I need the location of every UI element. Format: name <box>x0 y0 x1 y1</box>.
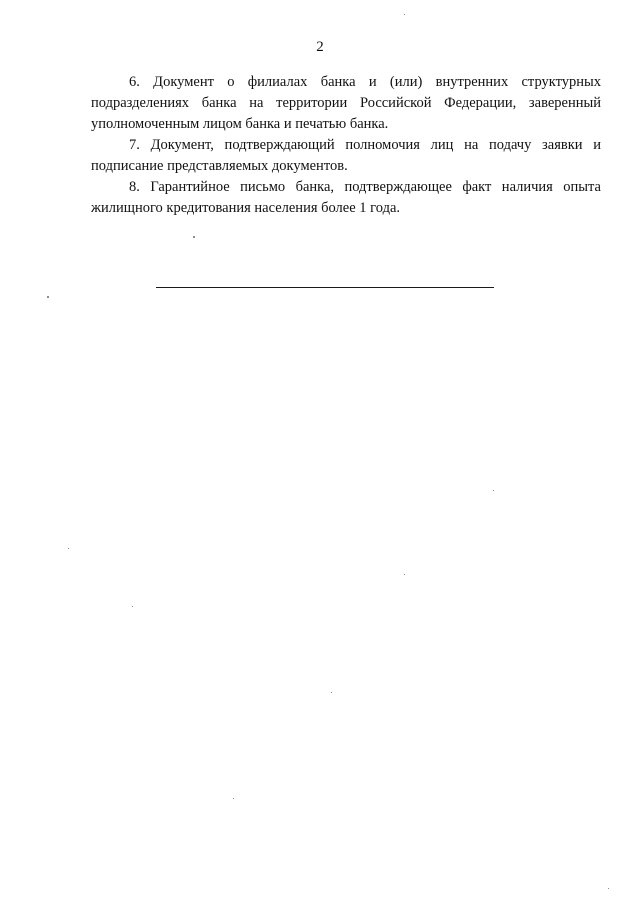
paragraph-line: уполномоченным лицом банка и печатью банка. <box>91 116 389 132</box>
scan-speck <box>132 606 133 607</box>
separator-rule <box>156 287 494 288</box>
paragraph-6-filialy <box>91 72 601 135</box>
scan-speck <box>608 888 609 889</box>
paragraph-line: 7. Документ, подтверждающий полномочия лиц на подачу заявки и <box>129 137 601 153</box>
paragraph-7-polnomochiya <box>91 135 601 177</box>
paragraph-line: подразделениях банка на территории Российской Федерации, заверенный <box>91 95 601 111</box>
document-body <box>91 72 601 219</box>
paragraph-line: 6. Документ о филиалах банка и (или) внутренних структурных <box>129 74 601 90</box>
page-number: 2 <box>316 39 324 55</box>
scan-speck <box>404 574 405 575</box>
paragraph-8-garantiynoe-pismo <box>91 177 601 219</box>
paragraph-line: 8. Гарантийное письмо банка, подтверждающее факт наличия опыта <box>129 179 601 195</box>
scan-speck <box>233 798 234 799</box>
scan-speck <box>404 14 405 15</box>
scan-speck <box>193 236 195 238</box>
paragraph-line: подписание представляемых документов. <box>91 158 348 174</box>
scan-speck <box>47 296 49 298</box>
paragraph-line: жилищного кредитования населения более 1 года. <box>91 200 401 216</box>
scan-speck <box>68 548 69 549</box>
scan-speck <box>331 692 332 693</box>
scan-speck <box>493 490 494 491</box>
